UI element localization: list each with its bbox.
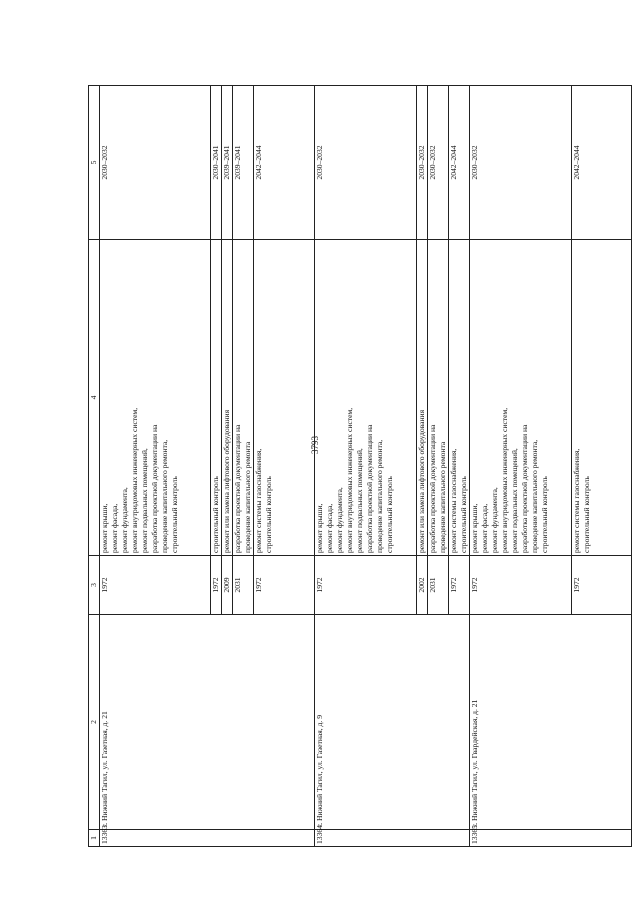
period-cell: 2042–2044 bbox=[449, 86, 470, 240]
works-cell bbox=[233, 240, 254, 556]
works-cell bbox=[315, 240, 417, 556]
address-cell: г. Нижний Тагил, ул. Газетная, д. 21 bbox=[100, 615, 315, 830]
period-cell: 2030–2032 bbox=[428, 86, 449, 240]
work-item: ремонт крыши, bbox=[315, 503, 324, 553]
work-item: ремонт внутридомовых инженерных систем, bbox=[345, 407, 354, 553]
work-item: ремонт внутридомовых инженерных систем, bbox=[130, 407, 139, 553]
works-cell bbox=[100, 240, 211, 556]
work-item: разработка проектной документации на bbox=[428, 424, 437, 553]
work-item: строительный контроль bbox=[582, 476, 591, 553]
work-item: ремонт или замена лифтового оборудования bbox=[417, 409, 426, 553]
period-cell: 2030–2041 bbox=[211, 86, 222, 240]
address-cell: г. Нижний Тагил, ул. Газетная, д. 9 bbox=[315, 615, 470, 830]
work-item: разработка проектной документации на bbox=[365, 424, 374, 553]
year-cell: 2031 bbox=[233, 556, 254, 615]
work-item: разработка проектной документации на bbox=[520, 424, 529, 553]
year-cell: 1972 bbox=[254, 556, 315, 615]
period-cell: 2030–2032 bbox=[417, 86, 428, 240]
works-cell bbox=[254, 240, 315, 556]
year-cell: 1972 bbox=[449, 556, 470, 615]
column-number: 4 bbox=[89, 240, 100, 556]
table-row bbox=[470, 86, 572, 847]
period-cell: 2039–2041 bbox=[222, 86, 233, 240]
work-item: ремонт системы газоснабжения, bbox=[449, 448, 458, 553]
work-item: ремонт фундамента, bbox=[335, 487, 344, 553]
rotated-table-container bbox=[88, 86, 591, 847]
works-cell bbox=[211, 240, 222, 556]
table-row bbox=[100, 86, 211, 847]
year-cell: 1972 bbox=[470, 556, 572, 615]
year-cell: 2031 bbox=[428, 556, 449, 615]
work-item: строительный контроль bbox=[540, 476, 549, 553]
works-cell bbox=[449, 240, 470, 556]
work-item: проведение капитального ремонта bbox=[438, 441, 447, 553]
work-item: ремонт или замена лифтового оборудования bbox=[222, 409, 231, 553]
column-number-header-row bbox=[89, 86, 100, 847]
year-cell: 1972 bbox=[315, 556, 417, 615]
work-item: строительный контроль bbox=[170, 476, 179, 553]
works-cell bbox=[428, 240, 449, 556]
work-item: проведение капитального ремонта bbox=[243, 441, 252, 553]
work-item: проведение капитального ремонта, bbox=[530, 439, 539, 553]
row-number-cell: 13364. bbox=[315, 830, 470, 847]
work-item: ремонт подвальных помещений, bbox=[140, 448, 149, 553]
works-cell bbox=[572, 240, 632, 556]
work-item: ремонт подвальных помещений, bbox=[510, 448, 519, 553]
year-cell: 2009 bbox=[222, 556, 233, 615]
work-item: ремонт системы газоснабжения, bbox=[572, 448, 581, 553]
works-cell bbox=[470, 240, 572, 556]
column-number: 2 bbox=[89, 615, 100, 830]
row-number-cell: 13365. bbox=[470, 830, 632, 847]
work-item: ремонт фасада, bbox=[480, 503, 489, 553]
period-cell: 2042–2044 bbox=[572, 86, 632, 240]
work-item: строительный контроль bbox=[211, 476, 220, 553]
page-number: 3793 bbox=[310, 436, 320, 454]
row-number-cell: 13363. bbox=[100, 830, 315, 847]
works-cell bbox=[417, 240, 428, 556]
period-cell: 2030–2032 bbox=[470, 86, 572, 240]
work-item: проведение капитального ремонта, bbox=[160, 439, 169, 553]
year-cell: 1972 bbox=[100, 556, 211, 615]
work-item: ремонт фундамента, bbox=[120, 487, 129, 553]
work-item: строительный контроль bbox=[459, 476, 468, 553]
period-cell: 2042–2044 bbox=[254, 86, 315, 240]
work-item: ремонт крыши, bbox=[100, 503, 109, 553]
year-cell: 2002 bbox=[417, 556, 428, 615]
period-cell: 2039–2041 bbox=[233, 86, 254, 240]
work-item: ремонт внутридомовых инженерных систем, bbox=[500, 407, 509, 553]
column-number: 1 bbox=[89, 830, 100, 847]
year-cell: 1972 bbox=[211, 556, 222, 615]
work-item: разработка проектной документации на bbox=[233, 424, 242, 553]
work-item: ремонт фасада, bbox=[110, 503, 119, 553]
work-item: разработка проектной документации на bbox=[150, 424, 159, 553]
column-number: 5 bbox=[89, 86, 100, 240]
work-item: ремонт крыши, bbox=[470, 503, 479, 553]
address-cell: г. Нижний Тагил, ул. Гвардейская, д. 21 bbox=[470, 615, 632, 830]
year-cell: 1972 bbox=[572, 556, 632, 615]
works-cell bbox=[222, 240, 233, 556]
work-item: проведение капитального ремонта, bbox=[375, 439, 384, 553]
work-item: ремонт подвальных помещений, bbox=[355, 448, 364, 553]
work-item: строительный контроль bbox=[385, 476, 394, 553]
repair-schedule-table bbox=[88, 85, 632, 847]
work-item: ремонт фасада, bbox=[325, 503, 334, 553]
work-item: ремонт системы газоснабжения, bbox=[254, 448, 263, 553]
column-number: 3 bbox=[89, 556, 100, 615]
period-cell: 2030–2032 bbox=[315, 86, 417, 240]
work-item: ремонт фундамента, bbox=[490, 487, 499, 553]
period-cell: 2030–2032 bbox=[100, 86, 211, 240]
work-item: строительный контроль bbox=[264, 476, 273, 553]
table-row bbox=[315, 86, 417, 847]
